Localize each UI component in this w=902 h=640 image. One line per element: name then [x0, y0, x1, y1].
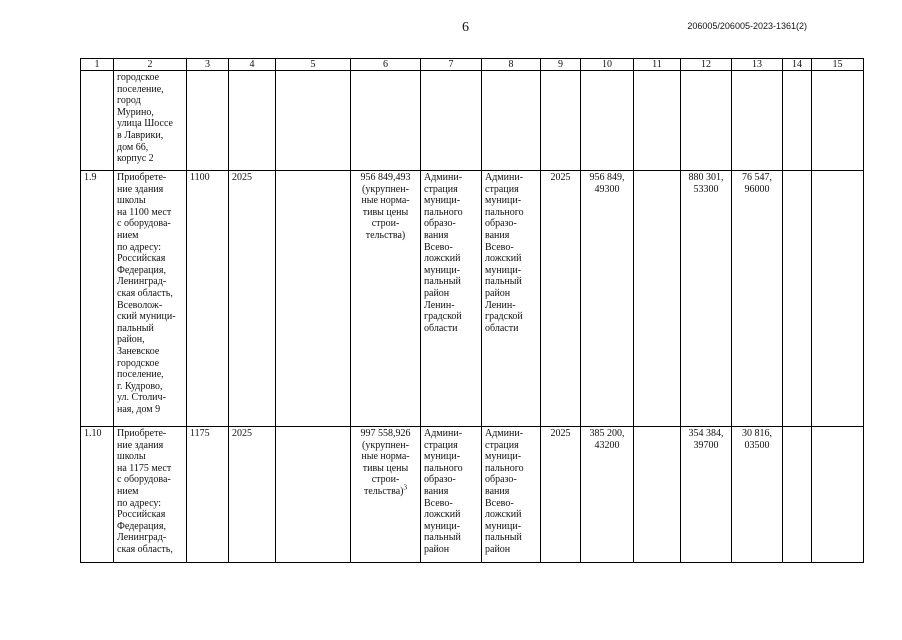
table-cell — [681, 71, 732, 171]
cell-line: строи- — [371, 474, 400, 486]
cell-line: район — [424, 287, 450, 299]
table-cell — [482, 171, 541, 427]
cell-line: пального — [424, 462, 463, 474]
cell-line: 880 301, — [688, 172, 724, 183]
table-cell — [581, 171, 634, 427]
cell-line: тивы цены — [362, 462, 409, 474]
table-cell — [482, 71, 541, 171]
cell-line: Федерация, — [117, 264, 166, 276]
cell-line: город — [117, 95, 141, 107]
table-cell — [114, 71, 187, 171]
cell-line: 30 816, — [742, 428, 772, 439]
column-header: 4 — [229, 59, 276, 71]
cell-line: пального — [424, 206, 463, 218]
cell-line: вания — [485, 485, 510, 497]
cell-line: области — [485, 322, 519, 334]
cell-line: ние здания — [117, 439, 164, 451]
table-cell — [541, 71, 581, 171]
cell-line: ул. Столич- — [117, 392, 166, 404]
cell-line: образо- — [485, 474, 517, 486]
table-row — [81, 171, 864, 427]
cell-line: 49300 — [594, 183, 620, 195]
column-header: 7 — [421, 59, 482, 71]
column-header: 2 — [114, 59, 187, 71]
cell-line: г. Кудрово, — [117, 380, 163, 392]
cell-line: тельства)$^3$ — [363, 483, 408, 497]
cell-line: тивы цены — [362, 206, 409, 218]
cell-line: (укрупнен- — [362, 439, 409, 451]
cell-line: Админи- — [424, 428, 463, 439]
cell-line: 53300 — [693, 183, 719, 195]
cell-line: 96000 — [744, 183, 770, 195]
table-row — [81, 71, 864, 171]
table-cell — [634, 427, 681, 563]
cell-line: по адресу: — [117, 241, 162, 253]
table-header-row — [81, 59, 864, 71]
table-cell — [276, 427, 351, 563]
cell-line: ская область, — [117, 543, 173, 555]
cell-line: Заневское — [117, 345, 160, 357]
column-header: 12 — [681, 59, 732, 71]
cell-line: вания — [485, 229, 510, 241]
cell-line: страция — [485, 183, 519, 195]
cell-line: вания — [424, 229, 449, 241]
table-cell — [421, 171, 482, 427]
table-cell: 1.10 — [81, 427, 114, 563]
cell-line: городское — [117, 72, 160, 83]
table-cell: 2025 — [541, 427, 581, 563]
cell-line: 43200 — [594, 439, 620, 451]
table-cell — [276, 71, 351, 171]
cell-line: образо- — [424, 474, 456, 486]
table-cell: 1100 — [187, 171, 229, 427]
table-cell — [812, 427, 864, 563]
table-cell — [114, 427, 187, 563]
cell-line: Админи- — [485, 428, 524, 439]
table-cell — [783, 171, 812, 427]
table-cell — [732, 71, 783, 171]
table-cell — [276, 171, 351, 427]
column-header: 5 — [276, 59, 351, 71]
document-code: 206005/206005-2023-1361(2) — [687, 21, 807, 31]
cell-line: ская область, — [117, 287, 173, 299]
column-header: 1 — [81, 59, 114, 71]
column-header: 11 — [634, 59, 681, 71]
table-cell — [581, 71, 634, 171]
cell-line: нием — [117, 485, 139, 497]
table-cell: 1175 — [187, 427, 229, 563]
data-table — [80, 58, 864, 563]
cell-line: страция — [485, 439, 519, 451]
cell-line: муници- — [424, 451, 461, 463]
cell-line: (укрупнен- — [362, 183, 409, 195]
cell-line: ложский — [424, 509, 461, 521]
cell-line: ложский — [485, 509, 522, 521]
table-cell: 2025 — [541, 171, 581, 427]
cell-line: пального — [485, 462, 524, 474]
cell-line: Всево- — [424, 241, 453, 253]
cell-line: Ленин- — [424, 299, 455, 311]
table-cell — [114, 171, 187, 427]
cell-line: страция — [424, 183, 458, 195]
column-header: 13 — [732, 59, 783, 71]
cell-line: Российская — [117, 509, 166, 521]
column-header: 14 — [783, 59, 812, 71]
cell-line: ная, дом 9 — [117, 403, 161, 415]
footnote-marker: 3 — [403, 483, 408, 492]
cell-line: 354 384, — [688, 428, 724, 439]
table-cell — [812, 71, 864, 171]
cell-line: поселение, — [117, 369, 164, 381]
cell-line: градской — [485, 311, 523, 323]
cell-line: на 1100 мест — [117, 206, 172, 218]
cell-line: городское — [117, 357, 160, 369]
cell-line: ние здания — [117, 183, 164, 195]
table-cell — [783, 71, 812, 171]
cell-line: муници- — [485, 520, 522, 532]
table-cell: 2025 — [229, 427, 276, 563]
cell-line: по адресу: — [117, 497, 162, 509]
table-row — [81, 427, 864, 563]
cell-line: Всево- — [424, 497, 453, 509]
cell-line: район, — [117, 334, 145, 346]
table-cell — [732, 427, 783, 563]
page-number: 6 — [462, 20, 469, 35]
cell-line: вания — [424, 485, 449, 497]
cell-line: муници- — [424, 520, 461, 532]
cell-line: муници- — [424, 195, 461, 207]
cell-line: 956 849, — [589, 172, 625, 183]
cell-line: Российская — [117, 253, 166, 265]
cell-line: пальный — [424, 532, 461, 544]
cell-line: район — [424, 543, 450, 555]
table-cell — [351, 171, 421, 427]
cell-line: 385 200, — [589, 428, 625, 439]
cell-line: муници- — [485, 195, 522, 207]
cell-line: с оборудова- — [117, 218, 171, 230]
table-cell: 2025 — [229, 171, 276, 427]
table-cell — [812, 171, 864, 427]
cell-line: градской — [424, 311, 462, 323]
cell-line: 956 849,493 — [360, 172, 411, 183]
cell-line: Приобрете- — [117, 428, 167, 439]
column-header: 3 — [187, 59, 229, 71]
cell-line: район — [485, 543, 511, 555]
cell-line: школы — [117, 195, 146, 207]
cell-line: страция — [424, 439, 458, 451]
table-cell — [634, 71, 681, 171]
cell-line: Всеволож- — [117, 299, 163, 311]
cell-line: 39700 — [693, 439, 719, 451]
cell-line: ные норма- — [361, 451, 410, 463]
cell-line: образо- — [485, 218, 517, 230]
table-cell — [732, 171, 783, 427]
cell-line: дом 66, — [117, 141, 149, 153]
cell-line: нием — [117, 229, 139, 241]
table-cell — [421, 71, 482, 171]
table-cell — [581, 427, 634, 563]
cell-line: Приобрете- — [117, 172, 167, 183]
table-cell — [421, 427, 482, 563]
table-cell — [482, 427, 541, 563]
cell-line: Админи- — [485, 172, 524, 183]
cell-line: Мурино, — [117, 106, 154, 118]
cell-line: поселение, — [117, 83, 164, 95]
column-header: 9 — [541, 59, 581, 71]
column-header: 8 — [482, 59, 541, 71]
table-cell — [681, 171, 732, 427]
cell-line: образо- — [424, 218, 456, 230]
cell-line: строи- — [371, 218, 400, 230]
cell-line: Админи- — [424, 172, 463, 183]
column-header: 15 — [812, 59, 864, 71]
cell-line: области — [424, 322, 458, 334]
table-cell: 1.9 — [81, 171, 114, 427]
table-cell — [81, 71, 114, 171]
column-header: 10 — [581, 59, 634, 71]
cell-line: район — [485, 287, 511, 299]
cell-line: на 1175 мест — [117, 462, 172, 474]
cell-line: школы — [117, 451, 146, 463]
cell-line: корпус 2 — [117, 153, 154, 165]
cell-line: ский муници- — [117, 311, 176, 323]
table-cell — [229, 71, 276, 171]
table-cell — [187, 71, 229, 171]
cell-line: пальный — [117, 322, 154, 334]
column-header: 6 — [351, 59, 421, 71]
cell-line: Ленинград- — [117, 276, 167, 288]
cell-line: 997 558,926 — [360, 428, 411, 439]
cell-line: Федерация, — [117, 520, 166, 532]
cell-line: пальный — [485, 276, 522, 288]
cell-line: Ленинград- — [117, 532, 167, 544]
cell-line: пальный — [485, 532, 522, 544]
cell-line: муници- — [485, 451, 522, 463]
cell-line: 03500 — [744, 439, 770, 451]
cell-line: пальный — [424, 276, 461, 288]
cell-line: в Лаврики, — [117, 129, 164, 141]
cell-line: муници- — [485, 264, 522, 276]
cell-line: ные норма- — [361, 195, 410, 207]
cell-line: муници- — [424, 264, 461, 276]
cell-line: с оборудова- — [117, 474, 171, 486]
table-cell — [783, 427, 812, 563]
cell-line: улица Шоссе — [117, 118, 173, 130]
cell-line: ложский — [424, 253, 461, 265]
cell-line: пального — [485, 206, 524, 218]
cell-line: Ленин- — [485, 299, 516, 311]
cell-line: 76 547, — [742, 172, 772, 183]
table-cell — [634, 171, 681, 427]
cell-line: Всево- — [485, 497, 514, 509]
cell-line: Всево- — [485, 241, 514, 253]
table-cell — [351, 427, 421, 563]
table-cell — [681, 427, 732, 563]
table-cell — [351, 71, 421, 171]
cell-line: ложский — [485, 253, 522, 265]
cell-line: тельства) — [365, 229, 406, 241]
